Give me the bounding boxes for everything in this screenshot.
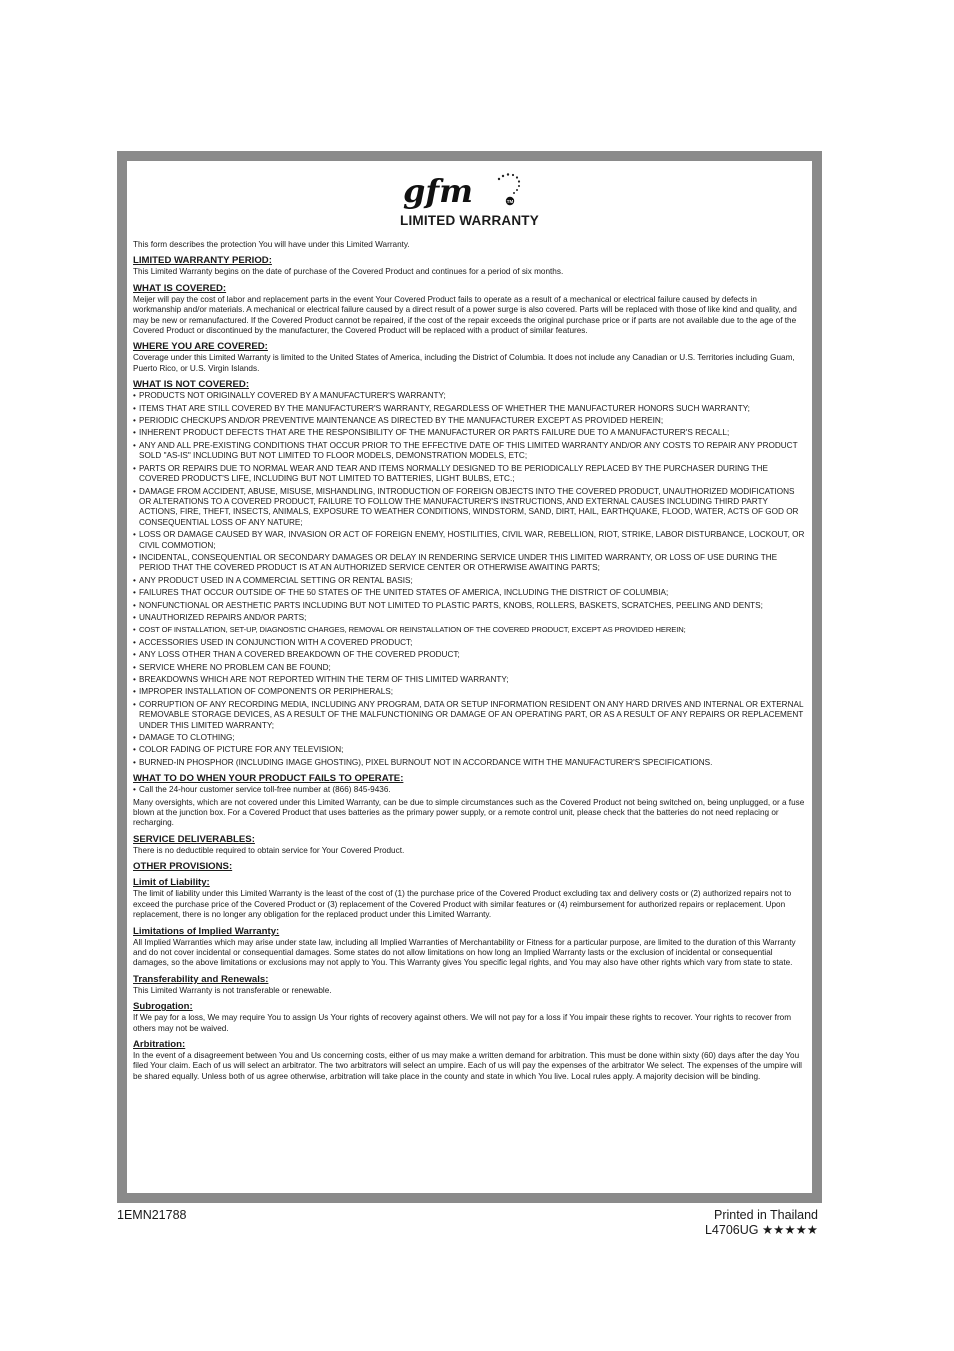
list-item: • FAILURES THAT OCCUR OUTSIDE OF THE 50 STATES OF THE UNITED STATES OF AMERICA, INCLUDING THE DISTRICT OF COLUMBIA; [133, 588, 669, 598]
list-item: • ITEMS THAT ARE STILL COVERED BY THE MANUFACTURER'S WARRANTY, REGARDLESS OF WHETHER THE MANUFACTURER HONORS SUCH WARRANTY; [133, 403, 750, 413]
gfm-logo-icon [395, 171, 545, 211]
list-item: • INCIDENTAL, CONSEQUENTIAL OR SECONDARY DAMAGES OR DELAY IN RENDERING SERVICE UNDER THIS LIMITED WARRANTY, OR LOSS OF USE DURING THE PERIOD THAT THE COVERED PRODUCT IS AT AN AUTHORIZED SERVICE CENTER OR OTHERWISE AWAITING PARTS; [133, 552, 778, 573]
not-covered-heading: WHAT IS NOT COVERED: [133, 379, 250, 391]
what-to-do-list [133, 785, 806, 795]
list-item: • COLOR FADING OF PICTURE FOR ANY TELEVISION; [133, 745, 344, 755]
list-item: • DAMAGE FROM ACCIDENT, ABUSE, MISUSE, MISHANDLING, INTRODUCTION OF FOREIGN OBJECTS INTO THE COVERED PRODUCT, UNAUTHORIZED MODIFICATIONS OR ALTERATIONS TO A COVERED PRODUCT, FAILURE TO FOLLOW THE MANUFACTURER'S INSTRUCTIONS, AND EXTERNAL CAUSES INCLUDING THIRD PARTY ACTIONS, FIRE, THEFT, INSECTS, ANIMALS, EXPOSURE TO WEATHER CONDITIONS, WINDSTORM, SAND, DIRT, HAIL, EARTHQUAKE, FLOOD, WATER, ACTS OF GOD OR CONSEQUENTIAL LOSS OF ANY NATURE; [133, 486, 799, 527]
deliverables-heading: SERVICE DELIVERABLES: [133, 833, 255, 845]
list-item: • BREAKDOWNS WHICH ARE NOT REPORTED WITHIN THE TERM OF THIS LIMITED WARRANTY; [133, 675, 509, 684]
list-item: • UNAUTHORIZED REPAIRS AND/OR PARTS; [133, 612, 307, 622]
list-item: • ANY PRODUCT USED IN A COMMERCIAL SETTING OR RENTAL BASIS; [133, 575, 413, 585]
list-item: • DAMAGE TO CLOTHING; [133, 733, 235, 743]
list-item: • LOSS OR DAMAGE CAUSED BY WAR, INVASION OR ACT OF FOREIGN ENEMY, HOSTILITIES, CIVIL WAR, REBELLION, RIOT, STRIKE, LABOR DISTURBANCE, LOCKOUT, OR CIVIL COMMOTION; [133, 530, 805, 550]
list-item: • INHERENT PRODUCT DEFECTS THAT ARE THE RESPONSIBILITY OF THE MANUFACTURER OR PARTS FAILURE DUE TO A MANUFACTURER'S RECALL; [133, 428, 730, 438]
other-provisions-heading: OTHER PROVISIONS: [133, 861, 233, 873]
list-item: • PARTS OR REPAIRS DUE TO NORMAL WEAR AND TEAR AND ITEMS NORMALLY DESIGNED TO BE PERIODICALLY REPLACED BY THE PURCHASER DURING THE COVERED PRODUCT'S LIFE, INCLUDING BUT NOT LIMITED TO BATTERIES, LIGHT BULBS, ETC.; [133, 463, 768, 484]
implied-warranty-heading: Limitations of Implied Warranty: [133, 925, 280, 937]
arbitration-body: In the event of a disagreement between You and Us concerning costs, either of us may make a written demand for arbitration. This must be done within sixty (60) days after the day You filed Your claim. Each of us will select an arbitrator. The two arbitrators will select an umpire. Each of us will pay the expenses of the arbitrator We select. The expenses of the umpire will be shared equally. Unless both of us agree otherwise, arbitration will take place in the county and state in which You live. Local rules apply. A majority decision will be binding. [133, 1050, 802, 1081]
list-item: • PRODUCTS NOT ORIGINALLY COVERED BY A MANUFACTURER'S WARRANTY; [133, 391, 446, 401]
list-item: • IMPROPER INSTALLATION OF COMPONENTS OR PERIPHERALS; [133, 687, 394, 697]
document-code: 1EMN21788 [117, 1208, 187, 1222]
list-item: • COST OF INSTALLATION, SET-UP, DIAGNOSTIC CHARGES, REMOVAL OR REINSTALLATION OF THE COVERED PRODUCT, EXCEPT AS PROVIDED HEREIN; [133, 625, 686, 635]
warranty-frame [117, 151, 822, 1203]
what-to-do-body: Many oversights, which are not covered under this Limited Warranty, can be due to simple circumstances such as the Covered Product not being switched on, being unplugged, or a fuse blown at the junction box. For a Covered Product that uses batteries as the primary power supply, or a remote control unit, please check that the batteries do not need replacing or recharging. [133, 797, 805, 828]
svg-text:TM: TM [506, 198, 513, 204]
list-item: • SERVICE WHERE NO PROBLEM CAN BE FOUND; [133, 662, 331, 672]
svg-text:gfm: gfm [402, 172, 473, 210]
warranty-panel [127, 161, 812, 1193]
subrogation-heading: Subrogation: [133, 1001, 193, 1013]
list-item: • Call the 24-hour customer service toll-free number at (866) 845-9436. [133, 785, 391, 795]
liability-body: The limit of liability under this Limited Warranty is the least of the cost of (1) the purchase price of the Covered Product excluding tax and delivery costs or (2) authorized repairs not to exceed the purchase price of the Covered Product or (3) replacement of the Covered Product with similar features or (4) reimbursement for authorized repairs or replacement. Upon replacement, there is no longer any obligation for the replaced product under this Limited Warranty. [133, 889, 792, 920]
list-item: • PERIODIC CHECKUPS AND/OR PREVENTIVE MAINTENANCE AS DIRECTED BY THE MANUFACTURER EXCEPT AS PROVIDED HEREIN; [133, 416, 664, 426]
deliverables-body: There is no deductible required to obtain service for Your Covered Product. [133, 845, 405, 855]
liability-heading: Limit of Liability: [133, 877, 210, 889]
list-item: • CORRUPTION OF ANY RECORDING MEDIA, INCLUDING ANY PROGRAM, DATA OR SETUP INFORMATION RESIDENT ON ANY HARD DRIVES AND INTERNAL OR EXTERNAL REMOVABLE STORAGE DEVICES, AS A RESULT OF THE MALFUNCTIONING OR DAMAGE OF AN OPERATING PART, OR AS A RESULT OF ANY REPAIRS OR REPLACEMENT UNDER THIS LIMITED WARRANTY; [133, 699, 804, 730]
covered-body: Meijer will pay the cost of labor and replacement parts in the event Your Covered Product fails to operate as a result of a mechanical or electrical failure caused by defects in workmanship and/or materials. A mechanical or electrical failure caused by a direct result of a power surge is also covered. Parts will be replaced with those of like kind and quality, and may be new or remanufactured. If the Covered Product cannot be repaired, if the cost of the repair exceeds the original purchase price or if parts are not available due to the age of the Covered Product or discontinued by the manufacturer, the Covered Product will be replaced with a product of similar features. [133, 294, 797, 336]
implied-warranty-body: All Implied Warranties which may arise under state law, including all Implied Warranties of Merchantability or Fitness for a particular purpose, are limited to the duration of this Warranty and do not cover incidental or consequential damages. Some states do not allow limitations on how long an Implied Warranty lasts or the exclusion of incidental or consequential damages, so the above limitations or exclusions may not apply to You. This Warranty gives You specific legal rights, and You may also have other rights which vary from state to state. [133, 937, 796, 968]
list-item: • NONFUNCTIONAL OR AESTHETIC PARTS INCLUDING BUT NOT LIMITED TO PLASTIC PARTS, KNOBS, ROLLERS, BASKETS, SCRATCHES, PEELING AND DENTS; [133, 600, 763, 610]
list-item: • BURNED-IN PHOSPHOR (INCLUDING IMAGE GHOSTING), PIXEL BURNOUT NOT IN ACCORDANCE WITH THE MANUFACTURER'S SPECIFICATIONS. [133, 757, 713, 767]
where-heading: WHERE YOU ARE COVERED: [133, 341, 268, 353]
period-body: This Limited Warranty begins on the date of purchase of the Covered Product and continues for a period of six months. [133, 267, 564, 277]
page-title: LIMITED WARRANTY [400, 213, 539, 228]
printed-location: Printed in Thailand [713, 1208, 818, 1222]
covered-heading: WHAT IS COVERED: [133, 282, 227, 294]
what-to-do-heading: WHAT TO DO WHEN YOUR PRODUCT FAILS TO OPERATE: [133, 773, 404, 785]
where-body: Coverage under this Limited Warranty is limited to the United States of America, including the District of Columbia. It does not include any Canadian or U.S. Territories including Guam, Puerto Rico, or U.S. Virgin Islands. [133, 353, 795, 373]
list-item: • ANY AND ALL PRE-EXISTING CONDITIONS THAT OCCUR PRIOR TO THE EFFECTIVE DATE OF THIS LIMITED WARRANTY AND/OR ANY COSTS TO REPAIR ANY PRODUCT SOLD "AS-IS" INCLUDING BUT NOT LIMITED TO FLOOR MODELS, DEMONSTRATION MODELS, ETC; [133, 440, 798, 461]
not-covered-list [133, 391, 806, 768]
transferability-body: This Limited Warranty is not transferable or renewable. [133, 985, 332, 995]
print-info [705, 1208, 818, 1238]
transferability-heading: Transferability and Renewals: [133, 973, 269, 985]
list-item: • ACCESSORIES USED IN CONJUNCTION WITH A COVERED PRODUCT; [133, 637, 413, 647]
gfm-logo [133, 171, 806, 211]
intro-text: This form describes the protection You will have under this Limited Warranty. [133, 240, 410, 249]
model-code: L4706UG ★★★★★ [704, 1223, 818, 1237]
arbitration-heading: Arbitration: [133, 1038, 186, 1050]
period-heading: LIMITED WARRANTY PERIOD: [133, 255, 272, 267]
subrogation-body: If We pay for a loss, We may require You to assign Us Your rights of recovery against others. We will not pay for a loss if You impair these rights to recover. Your rights to recover from others may not be waived. [133, 1013, 792, 1033]
list-item: • ANY LOSS OTHER THAN A COVERED BREAKDOWN OF THE COVERED PRODUCT; [133, 650, 460, 660]
